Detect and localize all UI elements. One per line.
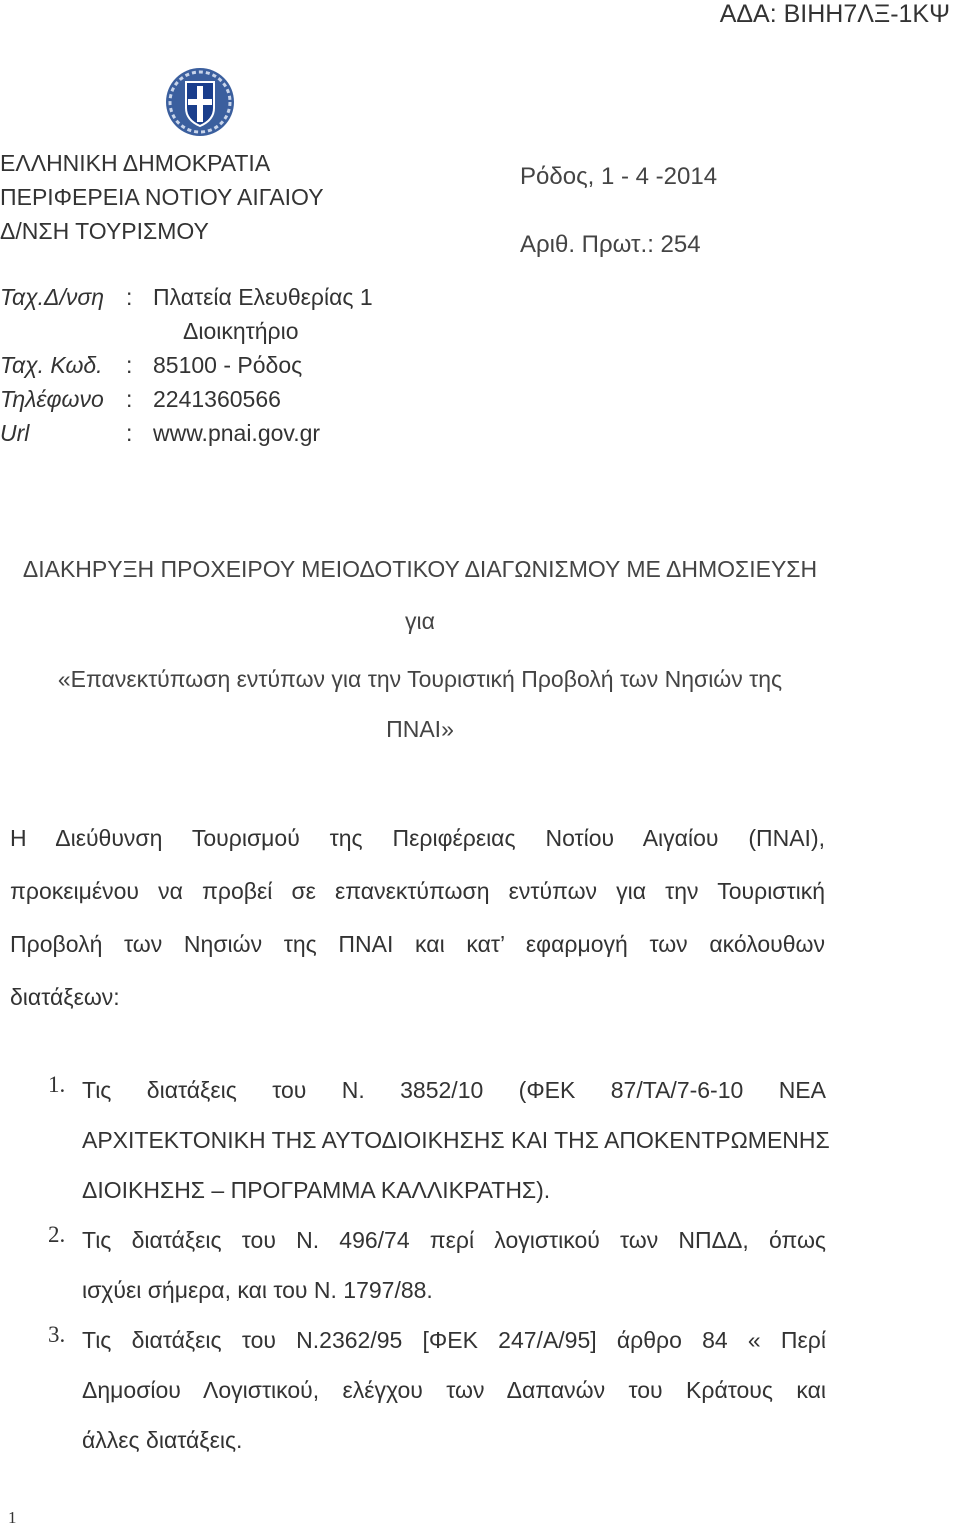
contact-separator: : <box>126 386 133 412</box>
protocol-number: Αριθ. Πρωτ.: 254 <box>520 231 701 258</box>
subject-line: ΠΝΑΙ» <box>386 716 454 742</box>
list-item-line: Τις διατάξεις του Ν.2362/95 [ΦΕΚ 247/Α/95] άρθρο 84 « Περί <box>82 1327 826 1353</box>
list-item-line: ΔΙΟΙΚΗΣΗΣ – ΠΡΟΓΡΑΜΜΑ ΚΑΛΛΙΚΡΑΤΗΣ). <box>82 1177 551 1203</box>
authority-line: ΠΕΡΙΦΕΡΕΙΑ ΝΟΤΙΟΥ ΑΙΓΑΙΟΥ <box>0 184 324 210</box>
list-number: 2. <box>48 1222 66 1247</box>
contact-value: 85100 - Ρόδος <box>153 352 303 378</box>
list-item-line: Δημοσίου Λογιστικού, ελέγχου των Δαπανών του Κράτους και <box>82 1377 826 1403</box>
contact-separator: : <box>126 352 133 378</box>
list-item-line: ισχύει σήμερα, και του Ν. 1797/88. <box>82 1277 433 1303</box>
list-item <box>0 1072 830 1222</box>
provisions-list <box>0 1072 830 1472</box>
document-title: ΔΙΑΚΗΡΥΞΗ ΠΡΟΧΕΙΡΟΥ ΜΕΙΟΔΟΤΙΚΟΥ ΔΙΑΓΩΝΙΣΜΟΥ ΜΕ ΔΗΜΟΣΙΕΥΣΗ <box>22 556 818 582</box>
paragraph-line: προκειμένου να προβεί σε επανεκτύπωση εντύπων για την Τουριστική <box>10 878 825 904</box>
list-item-line: ΑΡΧΙΤΕΚΤΟΝΙΚΗ ΤΗΣ ΑΥΤΟΔΙΟΙΚΗΣΗΣ ΚΑΙ ΤΗΣ ΑΠΟΚΕΝΤΡΩΜΕΝΗΣ <box>82 1127 830 1153</box>
contact-url-link[interactable]: www.pnai.gov.gr <box>153 420 321 446</box>
authority-line: ΕΛΛΗΝΙΚΗ ΔΗΜΟΚΡΑΤΙΑ <box>0 150 271 176</box>
list-number: 1. <box>48 1072 66 1097</box>
contact-label: Ταχ.Δ/νση <box>0 284 104 310</box>
paragraph-line: διατάξεων: <box>10 984 120 1010</box>
list-item-line: άλλες διατάξεις. <box>82 1427 243 1453</box>
list-item <box>0 1322 826 1472</box>
ada-code: ΑΔΑ: ΒΙΗΗ7ΛΞ-1ΚΨ <box>719 0 950 28</box>
authority-header <box>0 146 324 248</box>
authority-line: Δ/ΝΣΗ ΤΟΥΡΙΣΜΟΥ <box>0 218 209 244</box>
contact-value: 2241360566 <box>153 386 281 412</box>
contact-label: Τηλέφωνο <box>0 386 104 412</box>
list-item-line: Τις διατάξεις του Ν. 496/74 περί λογιστικού των ΝΠΔΔ, όπως <box>82 1227 826 1253</box>
contact-separator: : <box>126 420 133 446</box>
paragraph-line: Προβολή των Νησιών της ΠΝΑΙ και κατ’ εφαρμογή των ακόλουθων <box>10 931 825 957</box>
paragraph-line: Η Διεύθυνση Τουρισμού της Περιφέρειας Νοτίου Αιγαίου (ΠΝΑΙ), <box>10 825 825 851</box>
contact-value: Πλατεία Ελευθερίας 1 <box>153 284 373 310</box>
page-number: 1 <box>8 1508 17 1527</box>
date-place: Ρόδος, 1 - 4 -2014 <box>520 163 718 190</box>
list-item-line: Τις διατάξεις του Ν. 3852/10 (ΦΕΚ 87/ΤΑ/7-6-10 ΝΕΑ <box>82 1077 826 1103</box>
heading-for: για <box>405 608 435 634</box>
contact-separator: : <box>126 284 133 310</box>
list-number: 3. <box>48 1322 66 1347</box>
intro-paragraph <box>10 820 825 1032</box>
contact-label: Url <box>0 420 30 446</box>
greek-state-emblem-icon <box>164 64 236 140</box>
date-protocol-block <box>520 163 717 259</box>
contact-label: Ταχ. Κωδ. <box>0 352 103 378</box>
contact-value: Διοικητήριο <box>183 318 299 344</box>
subject-line: «Επανεκτύπωση εντύπων για την Τουριστική Προβολή των Νησιών της <box>57 666 783 692</box>
list-item <box>0 1222 826 1322</box>
